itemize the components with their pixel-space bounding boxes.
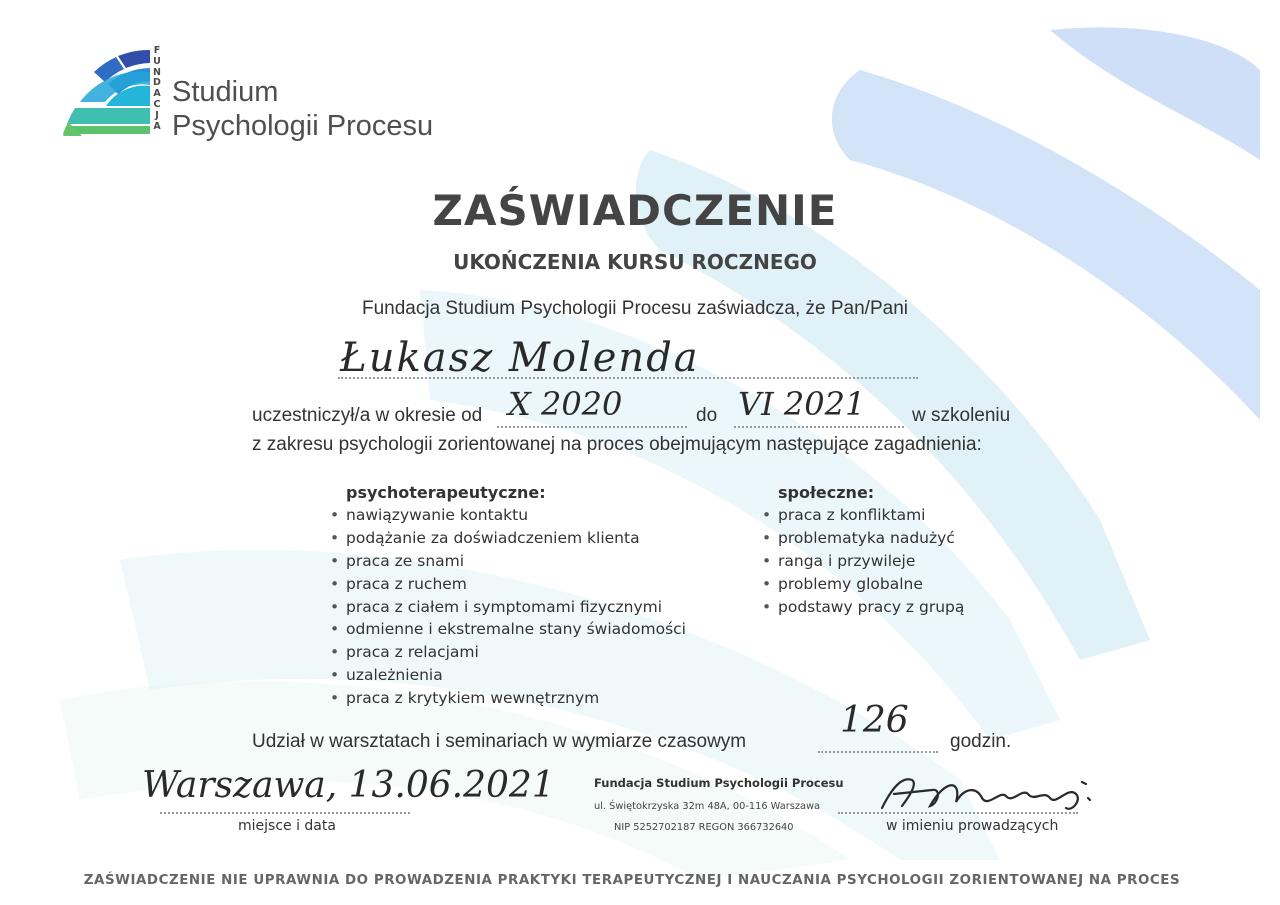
period-to-dotted-line [734,426,904,428]
signer-label: w imieniu prowadzących [886,818,1059,834]
participant-name: Łukasz Molenda [340,335,700,381]
list-item: • praca z konfliktami [762,504,964,527]
hours-label: Udział w warsztatach i seminariach w wymiarze czasowym [252,731,747,752]
list-item: • uzależnienia [330,664,686,687]
scope-text: z zakresu psychologii zorientowanej na proces obejmującym następujące zagadnienia: [252,434,982,455]
period-suffix: w szkoleniu [912,405,1011,426]
period-from-dotted-line [497,426,687,428]
social-list [762,504,964,618]
hours-unit: godzin. [950,731,1012,752]
hours-value: 126 [840,700,909,741]
psychotherapeutic-heading: psychoterapeutyczne: [346,483,546,502]
place-date-value: Warszawa, 13.06.2021 [142,765,555,806]
attest-text: Fundacja Studium Psychologii Procesu zaświadcza, że Pan/Pani [361,298,908,319]
logo-name-line1: Studium [172,76,279,108]
certificate-title: ZAŚWIADCZENIE [432,186,838,235]
period-from: X 2020 [508,385,623,423]
handwritten-signature [872,768,1122,818]
list-item: • problematyka nadużyć [762,527,964,550]
period-prefix: uczestniczył/a w okresie od [252,405,483,426]
psychotherapeutic-list [330,504,686,710]
certificate-subtitle: UKOŃCZENIA KURSU ROCZNEGO [453,250,817,274]
list-item: • podstawy pracy z grupą [762,596,964,619]
foundation-logo-icon [60,44,160,138]
logo-name-line2: Psychologii Procesu [172,110,434,142]
place-date-label: miejsce i data [238,818,336,834]
disclaimer: ZAŚWIADCZENIE NIE UPRAWNIA DO PROWADZENIA PRAKTYKI TERAPEUTYCZNEJ I NAUCZANIA PSYCHOLOGII ZORIENTOWANEJ NA PROCES [83,873,1181,888]
period-mid: do [696,405,718,426]
logo-vertical-text: F U N D A C J A [153,45,161,132]
stamp-ids: NIP 5252702187 REGON 366732640 [614,822,794,833]
list-item: • praca z relacjami [330,641,686,664]
list-item: • praca z krytykiem wewnętrznym [330,687,686,710]
hours-dotted-line [818,751,938,753]
social-heading: społeczne: [778,483,875,502]
period-to: VI 2021 [738,385,866,423]
stamp-address: ul. Świętokrzyska 32m 48A, 00-116 Warszawa [594,801,821,812]
list-item: • ranga i przywileje [762,550,964,573]
list-item: • praca z ciałem i symptomami fizycznymi [330,596,686,619]
list-item: • problemy globalne [762,573,964,596]
list-item: • praca ze snami [330,550,686,573]
list-item: • odmienne i ekstremalne stany świadomości [330,618,686,641]
stamp-name: Fundacja Studium Psychologii Procesu [594,776,844,790]
list-item: • podążanie za doświadczeniem klienta [330,527,686,550]
list-item: • praca z ruchem [330,573,686,596]
list-item: • nawiązywanie kontaktu [330,504,686,527]
place-date-dotted-line [160,812,410,814]
